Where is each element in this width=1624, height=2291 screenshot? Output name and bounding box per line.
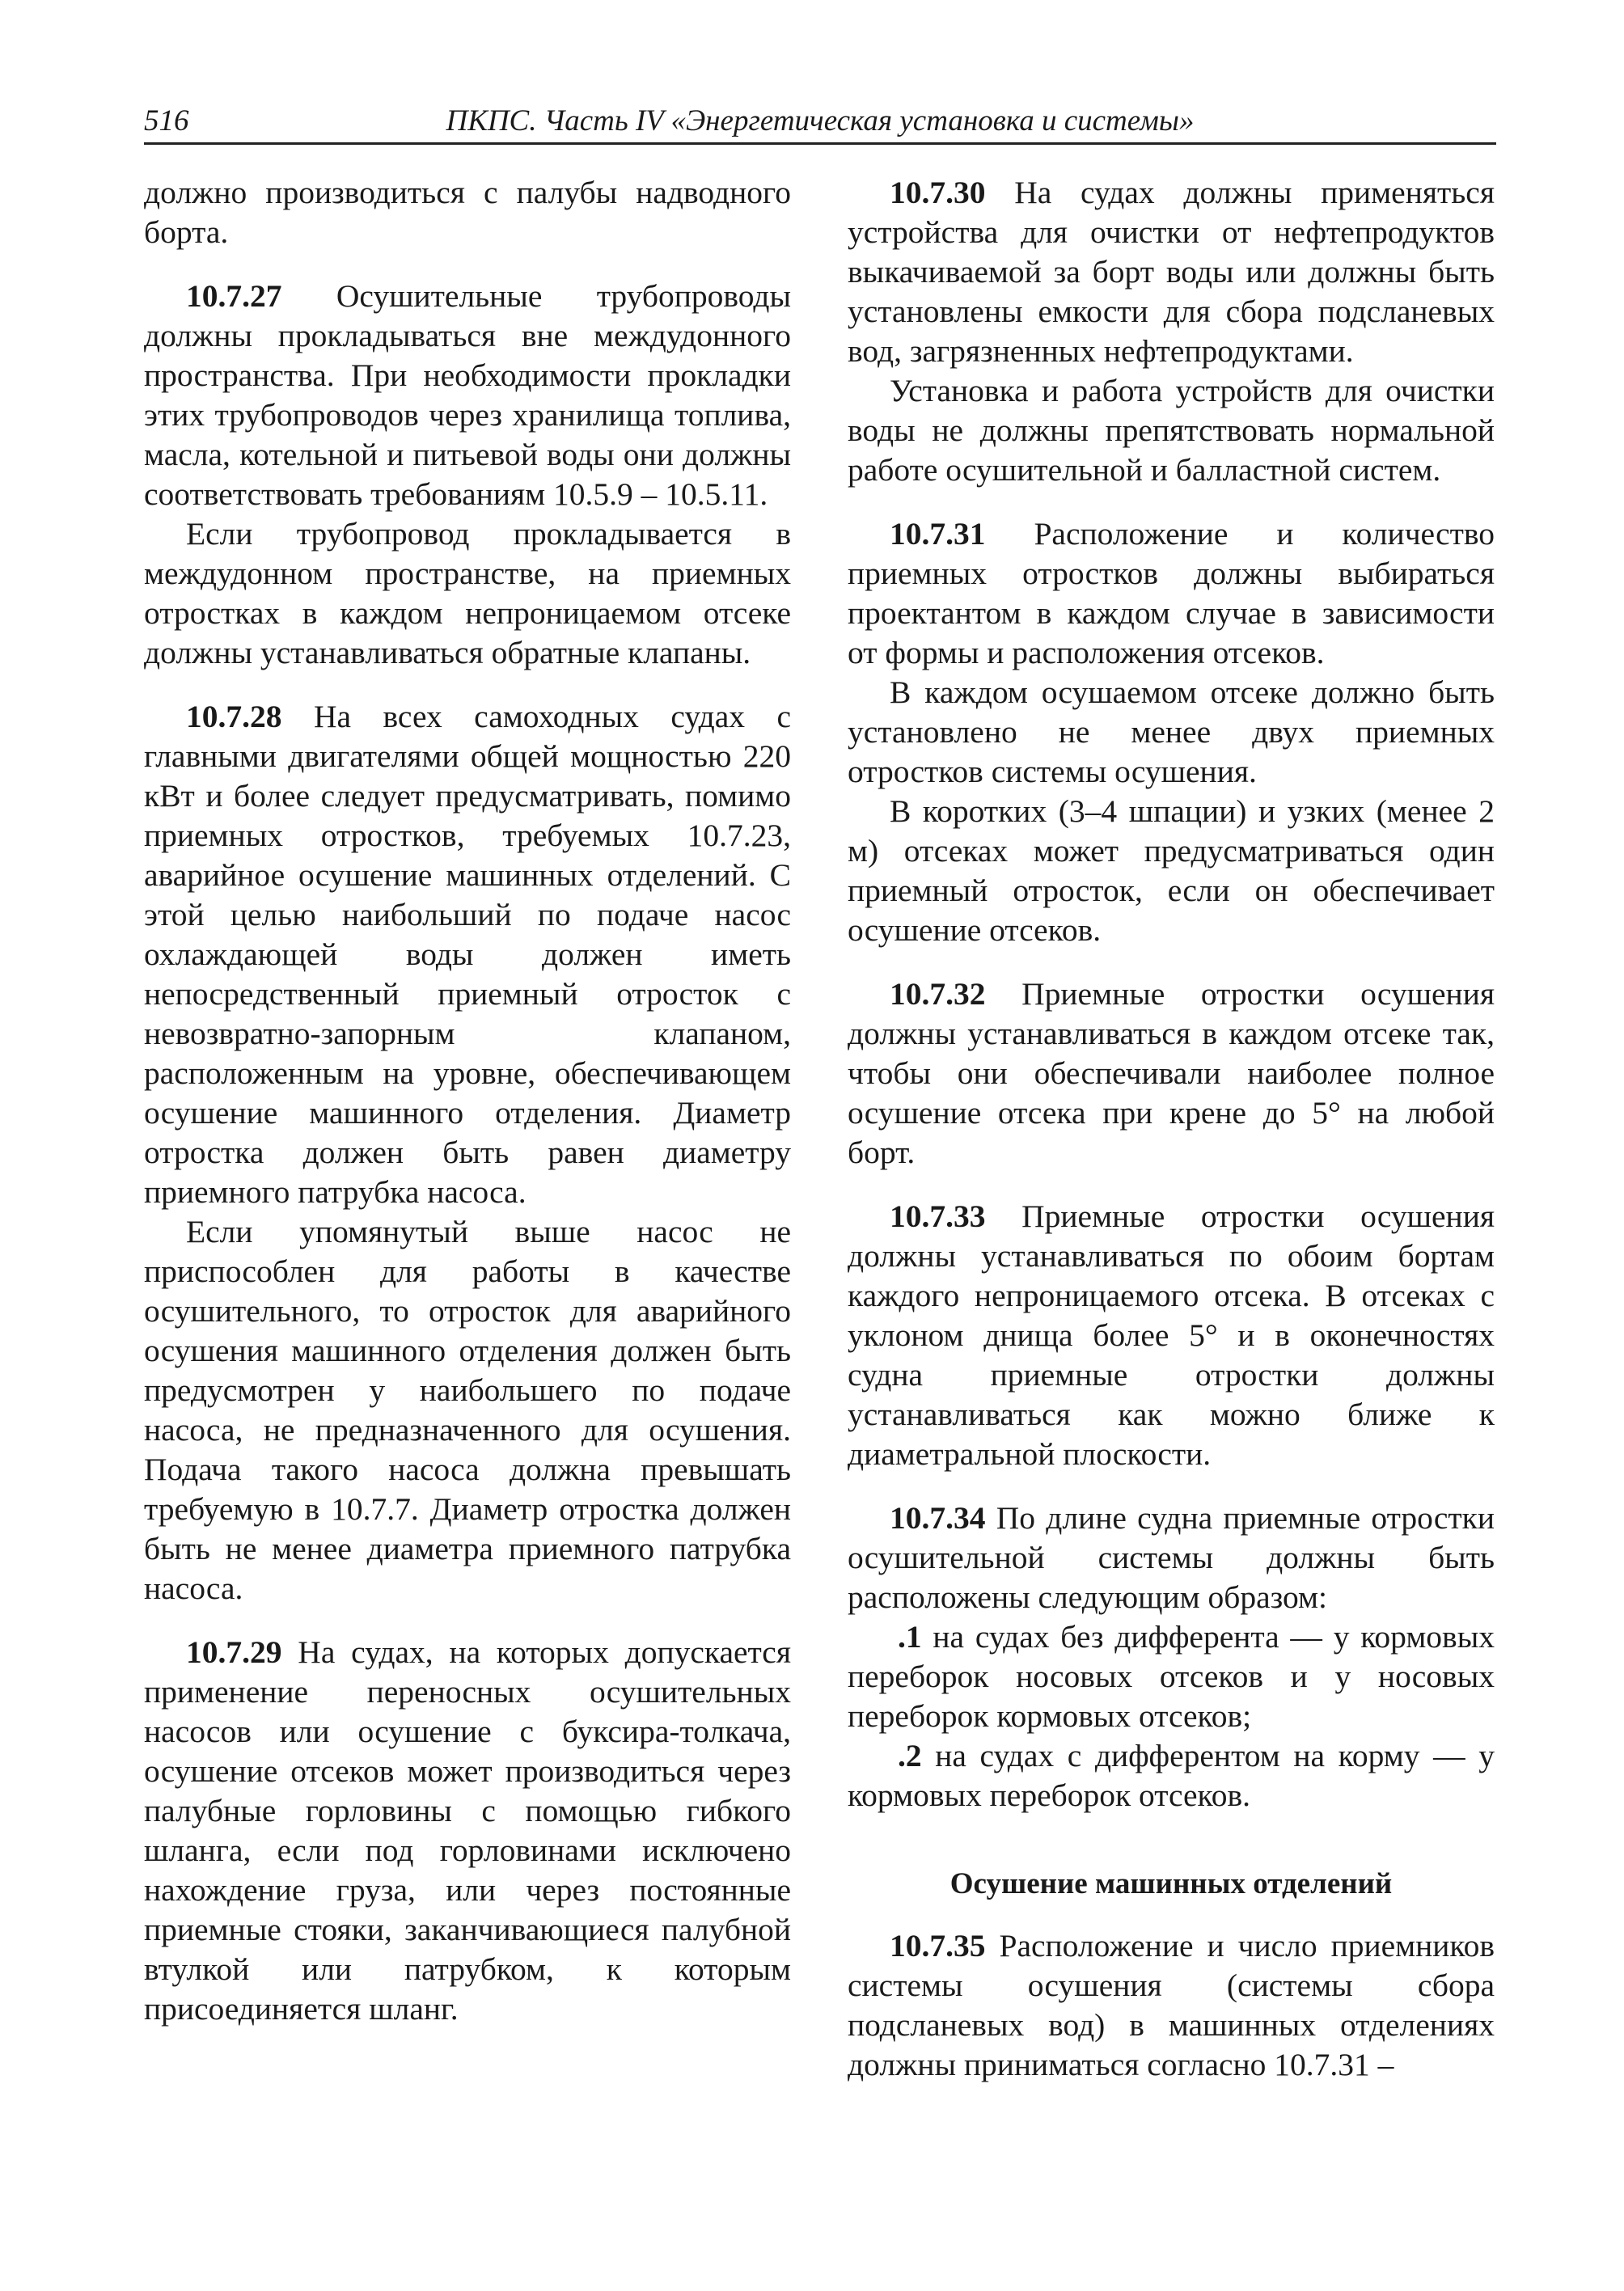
clause-number: 10.7.32: [890, 976, 986, 1012]
clause-10-7-33: [848, 1197, 1495, 1474]
clause-10-7-27: [144, 277, 791, 514]
clause-number: 10.7.34: [890, 1500, 986, 1536]
clause-10-7-34-item-2: [848, 1736, 1495, 1815]
clause-number: 10.7.35: [890, 1928, 986, 1963]
clause-text: На всех самоходных судах с главными двигателями общей мощностью 220 кВт и более следует предусматривать, помимо приемных отростков, требуемых 10.7.23, аварийное осушение машинных отделений. С этой целью наибольший по подаче насос охлаждающей воды должен иметь непосредственный приемный отросток с невозвратно-запорным клапаном, расположенным на уровне, обеспечивающем осушение машинного отделения. Диаметр отростка должен быть равен диаметру приемного патрубка насоса.: [144, 699, 791, 1210]
clause-text: По длине судна приемные отростки осушительной системы должны быть расположены следующим образом:: [848, 1500, 1495, 1615]
right-column: [848, 173, 1495, 2085]
running-title: ПКПС. Часть IV «Энергетическая установка и системы»: [446, 104, 1195, 137]
clause-number: 10.7.29: [186, 1634, 282, 1670]
clause-10-7-31-para3: В коротких (3–4 шпации) и узких (менее 2 м) отсеках может предусматриваться один приемный отросток, если он обеспечивает осушение отсеков.: [848, 793, 1495, 948]
clause-number: 10.7.33: [890, 1198, 986, 1234]
clause-10-7-34: [848, 1498, 1495, 1617]
clause-10-7-29: [144, 1633, 791, 2029]
clause-10-7-28-para2: Если упомянутый выше насос не приспособлен для работы в качестве осушительного, то отросток для аварийного осушения машинного отделения должен быть предусмотрен у наибольшего по подаче насоса, не предназначенного для осушения. Подача такого насоса должна превышать требуемую в 10.7.7. Диаметр отростка должен быть не менее диаметра приемного патрубка насоса.: [144, 1214, 791, 1606]
clause-10-7-28: [144, 697, 791, 1212]
item-text: на судах без дифферента — у кормовых переборок носовых отсеков и у носовых переборок кормовых отсеков;: [848, 1619, 1495, 1734]
clause-10-7-30-para2: Установка и работа устройств для очистки воды не должны препятствовать нормальной работе осушительной и балластной систем.: [848, 373, 1495, 488]
page-header: [144, 104, 1496, 145]
clause-10-7-35: [848, 1926, 1495, 2085]
section-heading: Осушение машинных отделений: [949, 1867, 1393, 1900]
continuation-paragraph: должно производиться с палубы надводного борта.: [144, 175, 791, 250]
left-column: [144, 173, 791, 2029]
clause-number: 10.7.28: [186, 699, 282, 734]
clause-text: Приемные отростки осушения должны устанавливаться в каждом отсеке так, чтобы они обеспечивали наиболее полное осушение отсека при крене до 5° на любой борт.: [848, 976, 1495, 1170]
clause-number: 10.7.27: [186, 278, 282, 314]
clause-text: Приемные отростки осушения должны устанавливаться по обоим бортам каждого непроницаемого отсека. В отсеках с уклоном днища более 5° и в оконечностях судна приемные отростки должны устанавливаться как можно ближе к диаметральной плоскости.: [848, 1198, 1495, 1472]
clause-10-7-34-item-1: [848, 1617, 1495, 1736]
clause-text: На судах, на которых допускается применение переносных осушительных насосов или осушение с буксира-толкача, осушение отсеков может производиться через палубные горловины с помощью гибкого шланга, если под горловинами исключено нахождение груза, или через постоянные приемные стояки, заканчивающиеся палубной втулкой или патрубком, к которым присоединяется шланг.: [144, 1634, 792, 2027]
clause-number: 10.7.30: [890, 175, 986, 210]
clause-10-7-27-para2: Если трубопровод прокладывается в междудонном пространстве, на приемных отростках в каждом непроницаемом отсеке должны устанавливаться обратные клапаны.: [144, 516, 791, 670]
clause-text: На судах должны применяться устройства для очистки от нефтепродуктов выкачиваемой за борт воды или должны быть установлены емкости для сбора подсланевых вод, загрязненных нефтепродуктами.: [848, 175, 1495, 369]
clause-text: Расположение и количество приемных отростков должны выбираться проектантом в каждом случае в зависимости от формы и расположения отсеков.: [848, 516, 1495, 670]
item-number: .2: [898, 1738, 922, 1773]
page-number: 516: [144, 104, 189, 137]
clause-number: 10.7.31: [890, 516, 986, 552]
clause-10-7-32: [848, 974, 1495, 1173]
item-number: .1: [898, 1619, 922, 1655]
clause-10-7-30: [848, 173, 1495, 371]
clause-10-7-31: [848, 514, 1495, 673]
clause-text: Расположение и число приемников системы осушения (системы сбора подсланевых вод) в машинных отделениях должны приниматься согласно 10.7.31 –: [848, 1928, 1495, 2082]
item-text: на судах с дифферентом на корму — у кормовых переборок отсеков.: [848, 1738, 1495, 1813]
clause-text: Осушительные трубопроводы должны прокладываться вне междудонного пространства. При необходимости прокладки этих трубопроводов через хранилища топлива, масла, котельной и питьевой воды они должны соответствовать требованиям 10.5.9 – 10.5.11.: [144, 278, 792, 512]
clause-10-7-31-para2: В каждом осушаемом отсеке должно быть установлено не менее двух приемных отростков системы осушения.: [848, 674, 1495, 789]
